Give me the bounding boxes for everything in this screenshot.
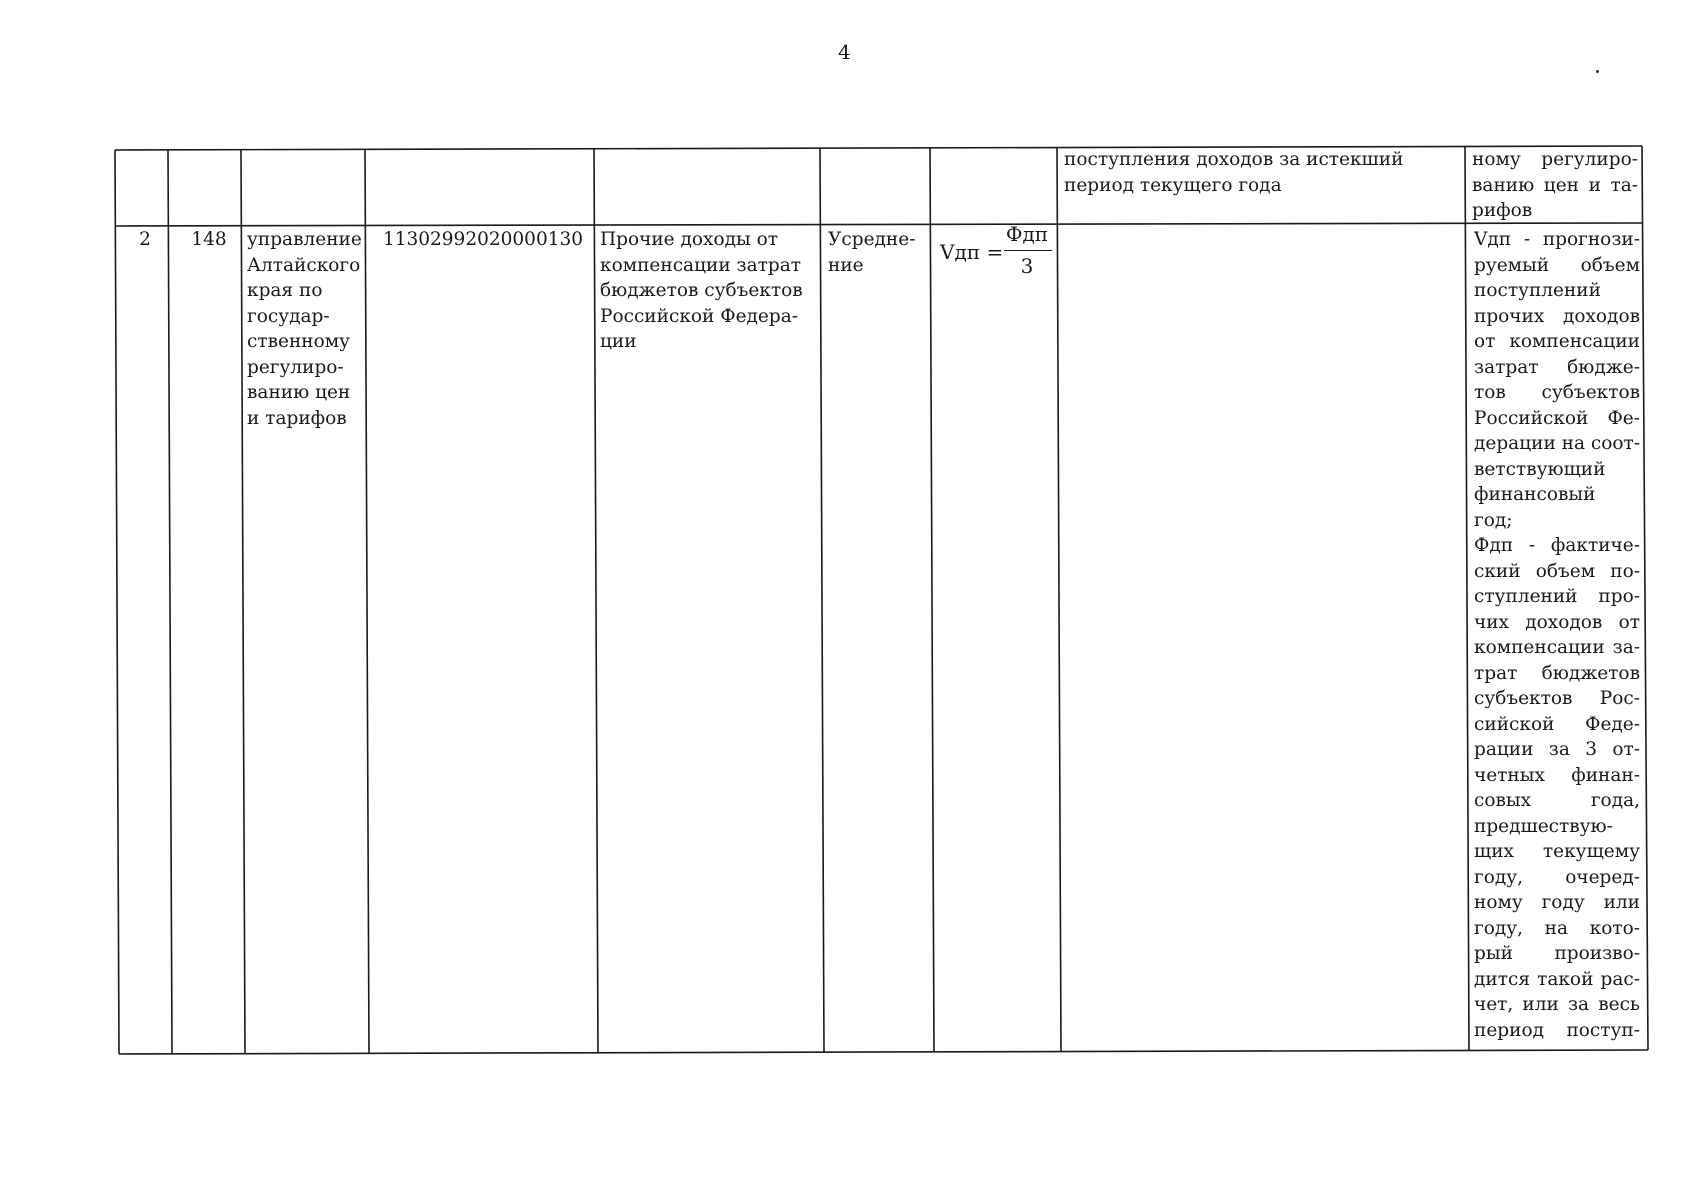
formula-lhs: Vдп = — [940, 240, 1004, 264]
admin-name-line: государ- — [247, 305, 330, 327]
table-bottom-border — [119, 1050, 1648, 1054]
header-notes-cell — [1472, 147, 1638, 224]
notes-line: предшествую- — [1474, 815, 1613, 837]
admin-name-line: ственному — [247, 331, 351, 352]
notes-line: руемый объем — [1474, 254, 1640, 276]
notes-line: щих текущему — [1474, 841, 1640, 862]
income-name-cell — [600, 227, 818, 355]
notes-line: четных финан- — [1474, 764, 1640, 786]
notes-line: ветствующий — [1474, 458, 1606, 480]
header-notes-line: ному регулиро- — [1472, 149, 1638, 170]
header-notes-line: рифов — [1472, 200, 1533, 221]
admin-name-line: управление — [247, 229, 362, 250]
notes-line: ному году или — [1474, 892, 1640, 913]
row-index: 2 — [139, 229, 151, 250]
header-notes-line: ванию цен и та- — [1472, 174, 1638, 196]
col-border-9 — [1642, 146, 1648, 1050]
notes-line: трат бюджетов — [1474, 662, 1640, 684]
admin-code: 148 — [191, 229, 227, 250]
income-name-line: компенсации затрат — [600, 254, 801, 276]
admin-name-line: Алтайского — [247, 254, 361, 276]
admin-name-line: и тарифов — [247, 407, 347, 429]
notes-line: рации за 3 от- — [1474, 739, 1640, 760]
header-row-bottom-border — [116, 223, 1643, 226]
row-index-cell — [122, 227, 168, 253]
period-cell — [1066, 227, 1464, 1047]
notes-line: финансовый — [1474, 484, 1596, 505]
method-cell — [828, 227, 930, 278]
col-border-1 — [168, 150, 172, 1054]
col-border-6 — [930, 148, 934, 1052]
income-name-line: бюджетов субъектов — [600, 280, 803, 301]
income-name-line: ции — [600, 331, 637, 352]
notes-line: Vдп - прогнози- — [1474, 229, 1640, 250]
col-border-2 — [241, 150, 245, 1054]
method-line: Усредне- — [828, 229, 916, 250]
formula-fraction-bar — [1004, 250, 1052, 251]
col-border-3 — [365, 149, 369, 1054]
admin-name-cell — [247, 227, 365, 431]
kbk-code: 11302992020000130 — [382, 229, 584, 250]
notes-line: году, на кото- — [1474, 917, 1640, 939]
notes-line: ступлений про- — [1474, 586, 1640, 607]
col-border-0 — [115, 150, 119, 1054]
notes-line: рый произво- — [1474, 943, 1640, 964]
col-border-4 — [594, 148, 598, 1053]
formula-denominator: 3 — [1020, 254, 1034, 278]
header-period-text: поступления доходов за истекший период текущего года — [1064, 149, 1404, 196]
income-name-line: Российской Федера- — [600, 305, 799, 327]
notes-line: прочих доходов — [1474, 305, 1640, 327]
notes-line: Российской Фе- — [1474, 407, 1640, 429]
notes-line: период поступ- — [1474, 1019, 1640, 1041]
notes-line: тов субъектов — [1474, 382, 1640, 403]
notes-line: субъектов Рос- — [1474, 688, 1640, 709]
admin-name-line: края по — [247, 280, 323, 301]
admin-name-line: регулиро- — [247, 356, 344, 378]
calculation-formula — [940, 222, 1056, 282]
notes-line: совых года, — [1474, 790, 1640, 811]
notes-line: от компенсации — [1474, 331, 1640, 352]
col-border-7 — [1057, 147, 1061, 1052]
notes-line: Фдп - фактиче- — [1474, 535, 1640, 556]
notes-line: чет, или за весь — [1474, 994, 1640, 1015]
notes-line: году, очеред- — [1474, 866, 1640, 888]
method-line: ние — [828, 254, 864, 276]
notes-line: чих доходов от — [1474, 611, 1640, 633]
notes-line: компенсации за- — [1474, 637, 1640, 658]
notes-line: дерации на соот- — [1474, 433, 1640, 454]
notes-line: ский объем по- — [1474, 560, 1640, 582]
admin-name-line: ванию цен — [247, 382, 351, 403]
notes-line: дится такой рас- — [1474, 968, 1640, 990]
kbk-code-cell — [372, 227, 594, 253]
notes-cell — [1474, 227, 1640, 1043]
admin-code-cell — [176, 227, 242, 253]
notes-line: затрат бюдже- — [1474, 356, 1640, 378]
page-number: 4 — [838, 40, 851, 64]
formula-numerator: Фдп — [1005, 222, 1049, 246]
notes-line: поступлений — [1474, 280, 1601, 301]
col-border-8 — [1465, 146, 1469, 1051]
notes-line: год; — [1474, 509, 1513, 531]
header-period-cell — [1064, 147, 1464, 198]
notes-line: сийской Феде- — [1474, 713, 1640, 735]
col-border-5 — [820, 148, 824, 1053]
income-name-line: Прочие доходы от — [600, 229, 778, 250]
